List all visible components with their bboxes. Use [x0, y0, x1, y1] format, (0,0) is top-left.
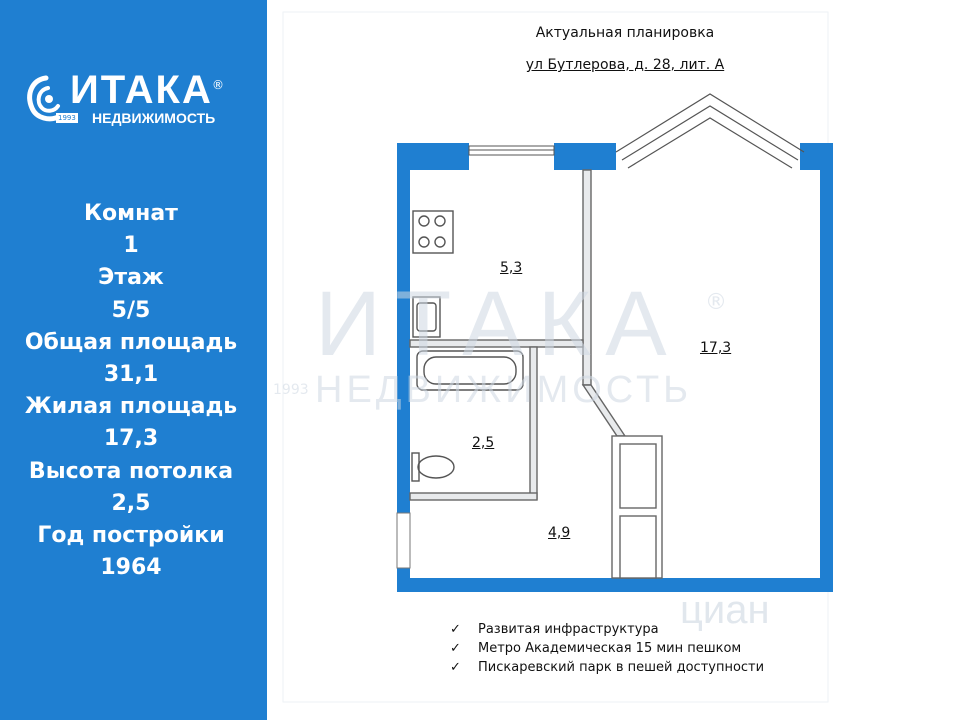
fact-label-rooms: Комнат — [84, 201, 178, 226]
logo-registered-mark: ® — [212, 78, 224, 92]
bathtub-icon — [417, 351, 523, 390]
feature-text: Метро Академическая 15 мин пешком — [478, 641, 742, 656]
check-icon: ✓ — [450, 641, 461, 656]
fact-label-living-area: Жилая площадь — [24, 394, 238, 420]
bathroom-area-label: 2,5 — [472, 435, 495, 451]
watermark-year: 1993 — [273, 382, 309, 398]
sink-icon — [413, 297, 440, 337]
watermark-name: ИТАКА — [315, 273, 681, 375]
logo-name: ИТАКА — [70, 68, 213, 112]
logo-subtitle: НЕДВИЖИМОСТЬ — [92, 110, 216, 126]
logo-year: 1993 — [58, 114, 76, 122]
fact-value-rooms: 1 — [123, 233, 139, 259]
list-item — [450, 660, 764, 679]
watermark-subtitle: НЕДВИЖИМОСТЬ — [315, 369, 693, 411]
fact-value-living-area: 17,3 — [103, 426, 159, 452]
stove-icon — [413, 211, 453, 253]
hallway-area-label: 4,9 — [548, 525, 571, 541]
plan-address: ул Бутлерова, д. 28, лит. А — [525, 57, 725, 73]
fact-value-build-year: 1964 — [100, 555, 162, 581]
fact-value-ceiling-height: 2,5 — [111, 490, 151, 516]
fact-label-build-year: Год постройки — [37, 523, 225, 549]
fact-label-ceiling-height: Высота потолка — [28, 458, 234, 484]
feature-list — [450, 622, 764, 679]
fact-value-floor: 5/5 — [111, 297, 151, 323]
feature-text: Развитая инфраструктура — [478, 622, 659, 637]
fact-label-total-area: Общая площадь — [24, 329, 238, 355]
toilet-icon — [412, 453, 454, 481]
list-item — [450, 622, 764, 641]
check-icon: ✓ — [450, 622, 461, 637]
fact-value-total-area: 31,1 — [103, 362, 159, 388]
check-icon: ✓ — [450, 660, 461, 675]
interior-walls — [410, 170, 662, 578]
kitchen-area-label: 5,3 — [500, 260, 523, 276]
top-window — [469, 146, 554, 155]
fact-label-floor: Этаж — [98, 265, 164, 291]
list-item — [450, 641, 764, 660]
living-room-area-label: 17,3 — [700, 340, 732, 356]
bay-window — [616, 94, 804, 168]
watermark-registered-mark: ® — [705, 290, 727, 315]
plan-title: Актуальная планировка — [535, 25, 715, 41]
cian-watermark: циан — [680, 588, 770, 632]
feature-text: Пискаревский парк в пешей доступности — [478, 660, 765, 675]
